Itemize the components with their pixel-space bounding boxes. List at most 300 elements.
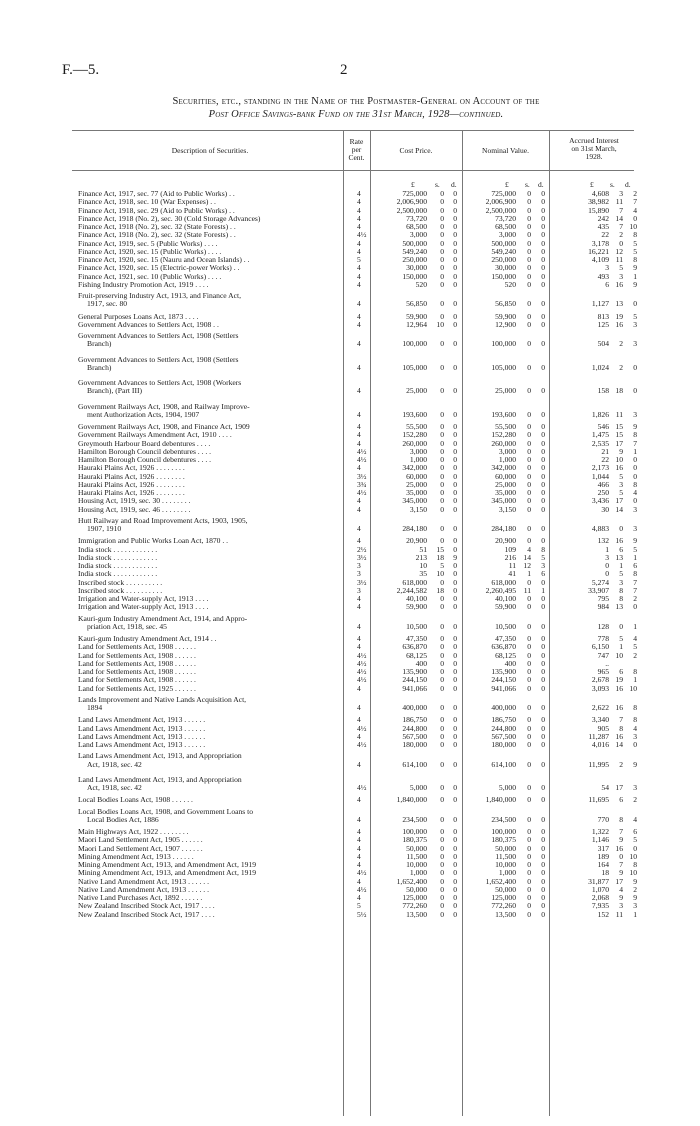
interest-pounds: 31,877 — [588, 876, 609, 886]
cost-shillings: 0 — [440, 205, 444, 215]
cost-pounds: 12,964 — [406, 319, 427, 329]
nominal-pence: 0 — [541, 893, 545, 902]
description-text: Land for Settlements Act, 1908 . . . . . . — [78, 659, 196, 668]
cost-pence: 0 — [453, 299, 457, 309]
description-text: Land for Settlements Act, 1908 . . . . . . — [78, 651, 196, 660]
cost-pounds: 2,500,000 — [396, 205, 427, 215]
interest-pounds: 3,436 — [591, 496, 609, 506]
security-description — [78, 796, 344, 804]
nominal-pounds: 11,500 — [495, 851, 516, 861]
cost-shillings: 0 — [440, 621, 444, 631]
cost-pence: 0 — [453, 577, 457, 587]
page-left-header: F.—5. — [62, 62, 100, 78]
cost-pence: 0 — [453, 471, 457, 481]
cost-pounds: 35,000 — [406, 488, 427, 497]
interest-pence: 2 — [633, 594, 637, 603]
interest-pounds: 3 — [605, 552, 609, 562]
rate-per-cent: 3 — [357, 585, 361, 595]
rate-per-cent: 4 — [357, 271, 361, 281]
cost-shillings: 0 — [440, 851, 444, 861]
rate-per-cent: 4 — [357, 339, 361, 349]
nominal-pounds: 60,000 — [495, 471, 516, 481]
nominal-shillings: 0 — [527, 795, 531, 805]
description-text: New Zealand Inscribed Stock Act, 1917 . . . . — [78, 910, 215, 919]
interest-shillings: 16 — [615, 683, 623, 693]
interest-pounds: 813 — [597, 311, 609, 321]
nominal-shillings: 0 — [527, 230, 531, 240]
interest-pence: 1 — [633, 909, 637, 919]
interest-pence: 0 — [633, 455, 637, 464]
cost-pounds: 244,150 — [402, 675, 427, 685]
rate-per-cent: 4 — [357, 703, 361, 712]
nominal-pence: 0 — [541, 783, 545, 792]
interest-pounds: 984 — [597, 602, 609, 612]
security-description — [78, 902, 344, 910]
interest-pounds: 6 — [605, 279, 609, 289]
interest-shillings: 17 — [615, 783, 623, 792]
interest-pence: 7 — [633, 438, 637, 448]
nominal-pence: 0 — [541, 430, 545, 440]
nominal-shillings: 0 — [527, 455, 531, 464]
interest-pounds: 11,995 — [588, 759, 609, 769]
security-description — [78, 752, 344, 769]
cost-shillings: 0 — [440, 667, 444, 676]
nominal-pounds: 244,800 — [491, 723, 516, 733]
description-text: Finance Act, 1921, sec. 10 (Public Works) . . . . — [78, 272, 222, 281]
nominal-shillings: 0 — [527, 715, 531, 725]
security-description — [78, 716, 344, 724]
nominal-shillings: 0 — [527, 238, 531, 248]
interest-pounds: 546 — [597, 422, 609, 431]
nominal-pence: 0 — [541, 759, 545, 769]
rate-per-cent: 4 — [357, 213, 361, 223]
nominal-pounds: 100,000 — [491, 827, 516, 836]
nominal-shillings: 0 — [527, 246, 531, 256]
description-continuation: Act, 1918, sec. 42 — [87, 783, 142, 792]
interest-shillings: 18 — [615, 386, 623, 396]
interest-pounds: 4,608 — [591, 189, 609, 198]
cost-pence: 0 — [453, 362, 457, 372]
description-text: Finance Act, 1918 (No. 2), sec. 32 (State Forests) . . — [78, 223, 236, 231]
interest-pounds: 18 — [601, 868, 609, 878]
nominal-pence: 0 — [541, 271, 545, 281]
interest-pounds: 493 — [597, 271, 609, 281]
interest-pence: 2 — [633, 189, 637, 198]
description-text: Native Land Amendment Act, 1913 . . . . . . — [78, 877, 209, 886]
cost-pence: 0 — [453, 496, 457, 506]
interest-pounds: 1,322 — [591, 827, 609, 836]
nominal-pence: 0 — [541, 524, 545, 533]
nominal-pence: 0 — [541, 222, 545, 231]
security-description — [78, 635, 344, 643]
interest-pounds: 466 — [597, 479, 609, 489]
interest-shillings: 1 — [619, 561, 623, 570]
cost-shillings: 0 — [440, 536, 444, 546]
nominal-pounds: 73,720 — [495, 213, 516, 223]
nominal-pounds: 549,240 — [491, 246, 516, 256]
nominal-shillings: 0 — [527, 197, 531, 207]
interest-pence: 5 — [633, 544, 637, 554]
interest-shillings: 6 — [619, 667, 623, 676]
rate-per-cent: 4 — [357, 299, 361, 309]
nominal-shillings: 0 — [527, 759, 531, 769]
cost-shillings: 0 — [440, 901, 444, 911]
interest-pounds: 1,024 — [591, 362, 609, 372]
interest-pounds: 152 — [597, 909, 609, 919]
cost-pence: 0 — [453, 901, 457, 911]
nominal-pounds: 234,500 — [491, 814, 516, 824]
description-continuation: Branch) — [87, 339, 112, 349]
nominal-pence: 0 — [541, 409, 545, 419]
description-text: Mining Amendment Act, 1913 . . . . . . — [78, 852, 194, 861]
nominal-pence: 3 — [541, 561, 545, 570]
interest-shillings: 16 — [615, 463, 623, 473]
interest-pounds: 1,070 — [591, 884, 609, 894]
interest-shillings: 3 — [619, 189, 623, 198]
rate-per-cent: 4 — [357, 814, 361, 824]
cost-pence: 0 — [453, 715, 457, 725]
description-text: Greymouth Harbour Board debentures . . . . — [78, 439, 211, 448]
description-text: Government Advances to Settlers Act, 1908 . . — [78, 320, 219, 329]
interest-pence: 3 — [633, 731, 637, 741]
interest-pounds: 38,982 — [588, 197, 609, 207]
nominal-shillings: 0 — [527, 650, 531, 660]
cost-pounds: 105,000 — [402, 362, 427, 372]
cost-shillings: 0 — [440, 634, 444, 643]
nominal-shillings: 4 — [527, 544, 531, 554]
cost-pounds: 772,260 — [402, 901, 427, 911]
interest-shillings: 2 — [619, 759, 623, 769]
interest-shillings: 3 — [619, 577, 623, 587]
nominal-pence: 0 — [541, 362, 545, 372]
interest-pence: 9 — [633, 759, 637, 769]
cost-shillings: 0 — [440, 238, 444, 248]
interest-shillings: 4 — [619, 884, 623, 894]
cost-pence: 0 — [453, 279, 457, 289]
cost-shillings: 0 — [440, 422, 444, 431]
security-description — [78, 595, 344, 603]
rate-per-cent: 3½ — [357, 577, 367, 587]
cost-pounds: 68,125 — [406, 650, 427, 660]
rate-per-cent: 4 — [357, 835, 361, 845]
nominal-pence: 0 — [541, 339, 545, 349]
description-text: Irrigation and Water-supply Act, 1913 . . . . — [78, 595, 209, 603]
rate-per-cent: 3½ — [357, 471, 367, 481]
nominal-pounds: 5,000 — [498, 783, 516, 792]
rate-per-cent: 4 — [357, 238, 361, 248]
rate-per-cent: 4 — [357, 843, 361, 853]
cost-shillings: 0 — [440, 222, 444, 231]
nominal-pounds: 216 — [504, 552, 516, 562]
rate-per-cent: 4 — [357, 602, 361, 612]
rate-per-cent: 4½ — [357, 675, 367, 685]
cost-pounds: 73,720 — [406, 213, 427, 223]
rate-per-cent: 4½ — [357, 884, 367, 894]
interest-shillings: 17 — [615, 496, 623, 506]
nominal-pounds: 567,500 — [491, 731, 516, 741]
interest-pounds: 125 — [597, 319, 609, 329]
unit-pence: d. — [625, 180, 631, 189]
nominal-pounds: 59,900 — [495, 311, 516, 321]
rate-per-cent: 4 — [357, 524, 361, 533]
interest-shillings: 12 — [615, 246, 623, 256]
security-description — [78, 273, 344, 281]
description-text: Hauraki Plains Act, 1926 . . . . . . . . — [78, 480, 185, 489]
interest-shillings: 7 — [619, 860, 623, 869]
nominal-shillings: 0 — [527, 893, 531, 902]
interest-shillings: 5 — [619, 569, 623, 579]
cost-pounds: 50,000 — [406, 884, 427, 894]
description-text: Local Bodies Loans Act, 1908, and Government Loans to — [78, 807, 254, 816]
cost-pounds: 1,840,000 — [396, 795, 427, 805]
interest-pence: 3 — [633, 901, 637, 911]
security-description — [78, 423, 344, 431]
description-text: Government Railways Act, 1908, and Finance Act, 1909 — [78, 423, 250, 431]
cost-shillings: 0 — [440, 197, 444, 207]
nominal-shillings: 0 — [527, 386, 531, 396]
cost-shillings: 0 — [440, 650, 444, 660]
interest-pence: 10 — [629, 851, 637, 861]
rate-per-cent: 4 — [357, 463, 361, 473]
cost-pounds: 567,500 — [402, 731, 427, 741]
nominal-shillings: 0 — [527, 524, 531, 533]
interest-pence: 1 — [633, 271, 637, 281]
cost-pence: 0 — [453, 561, 457, 570]
nominal-pounds: 1,840,000 — [485, 795, 516, 805]
nominal-pounds: 244,150 — [491, 675, 516, 685]
nominal-shillings: 0 — [527, 851, 531, 861]
nominal-pence: 0 — [541, 650, 545, 660]
cost-pence: 0 — [453, 740, 457, 749]
nominal-pence: 0 — [541, 667, 545, 676]
description-text: Land Laws Amendment Act, 1913 . . . . . . — [78, 724, 206, 733]
cost-pence: 0 — [453, 213, 457, 223]
cost-pence: 0 — [453, 723, 457, 733]
security-description — [78, 497, 344, 505]
description-text: Government Railways Amendment Act, 1910 . . . . — [78, 431, 232, 440]
nominal-pounds: 13,500 — [495, 909, 516, 919]
security-description — [78, 554, 344, 562]
interest-pence: 0 — [633, 386, 637, 396]
cost-pence: 0 — [453, 463, 457, 473]
unit-shillings: s. — [610, 180, 615, 189]
nominal-shillings: 0 — [527, 783, 531, 792]
cost-pounds: 152,280 — [402, 430, 427, 440]
nominal-pounds: 636,870 — [491, 642, 516, 652]
interest-pence: 3 — [633, 319, 637, 329]
nominal-shillings: 0 — [527, 536, 531, 546]
rate-per-cent: 4 — [357, 731, 361, 741]
nominal-pounds: 725,000 — [491, 189, 516, 198]
cost-pounds: 1,000 — [409, 868, 427, 878]
interest-shillings: 13 — [615, 552, 623, 562]
rate-per-cent: 4½ — [357, 658, 367, 668]
rate-per-cent: 4 — [357, 263, 361, 273]
nominal-shillings: 0 — [527, 876, 531, 886]
interest-pence: 9 — [633, 422, 637, 431]
interest-pounds: 1 — [605, 544, 609, 554]
description-text: Finance Act, 1919, sec. 5 (Public Works) . . . . — [78, 239, 218, 248]
cost-pounds: 10,500 — [406, 621, 427, 631]
interest-pence: 1 — [633, 446, 637, 456]
cost-pounds: 3,150 — [409, 504, 427, 514]
cost-pence: 0 — [453, 205, 457, 215]
nominal-pence: 0 — [541, 205, 545, 215]
interest-shillings: 7 — [619, 827, 623, 836]
interest-shillings: 17 — [615, 438, 623, 448]
description-text: Government Advances to Settlers Act, 1908 (Workers — [78, 379, 242, 387]
interest-pence: 0 — [633, 213, 637, 223]
cost-pence: 0 — [453, 536, 457, 546]
cost-pounds: 150,000 — [402, 271, 427, 281]
nominal-pounds: 40,100 — [495, 594, 516, 603]
cost-pence: 0 — [453, 409, 457, 419]
nominal-shillings: 0 — [527, 827, 531, 836]
rate-per-cent: 4½ — [357, 230, 367, 240]
cost-pence: 0 — [453, 642, 457, 652]
description-continuation: Act, 1918, sec. 42 — [87, 759, 142, 769]
nominal-pence: 0 — [541, 868, 545, 878]
description-text: Maori Land Settlement Act, 1905 . . . . . . — [78, 836, 203, 845]
nominal-shillings: 0 — [527, 594, 531, 603]
security-description — [78, 440, 344, 448]
cost-pence: 0 — [453, 263, 457, 273]
rate-per-cent: 4½ — [357, 455, 367, 464]
cost-pence: 0 — [453, 860, 457, 869]
description-text: General Purposes Loans Act, 1873 . . . . — [78, 312, 199, 321]
nominal-pence: 0 — [541, 602, 545, 612]
cost-pence: 0 — [453, 827, 457, 836]
security-description — [78, 741, 344, 749]
security-description — [78, 431, 344, 439]
cost-shillings: 0 — [440, 731, 444, 741]
nominal-pounds: 941,066 — [491, 683, 516, 693]
nominal-pounds: 135,900 — [491, 667, 516, 676]
nominal-pounds: 109 — [504, 544, 516, 554]
nominal-shillings: 0 — [527, 299, 531, 309]
unit-pence: d. — [451, 180, 457, 189]
cost-shillings: 18 — [436, 585, 444, 595]
security-description — [78, 256, 344, 264]
cost-pounds: 636,870 — [402, 642, 427, 652]
security-description — [78, 886, 344, 894]
interest-pence: 8 — [633, 860, 637, 869]
interest-pence: 7 — [633, 197, 637, 207]
cost-pence: 0 — [453, 634, 457, 643]
description-continuation: Branch) — [87, 362, 112, 372]
interest-pounds: 189 — [597, 851, 609, 861]
security-description — [78, 281, 344, 289]
interest-pounds: 3,093 — [591, 683, 609, 693]
cost-shillings: 0 — [440, 814, 444, 824]
interest-shillings: 8 — [619, 723, 623, 733]
cost-pence: 0 — [453, 585, 457, 595]
security-description — [78, 264, 344, 272]
nominal-pence: 8 — [541, 544, 545, 554]
description-text: India stock . . . . . . . . . . . . — [78, 570, 158, 579]
nominal-pence: 0 — [541, 715, 545, 725]
interest-shillings: 7 — [619, 222, 623, 231]
cost-pounds: 125,000 — [402, 893, 427, 902]
cost-pence: 0 — [453, 683, 457, 693]
cost-shillings: 0 — [440, 504, 444, 514]
cost-pounds: 55,500 — [406, 422, 427, 431]
nominal-pounds: 20,900 — [495, 536, 516, 546]
interest-pounds: 2,173 — [591, 463, 609, 473]
description-text: Land Laws Amendment Act, 1913, and Appropriation — [78, 775, 242, 784]
interest-pence: 9 — [633, 876, 637, 886]
interest-shillings: 9 — [619, 868, 623, 878]
cost-pounds: 549,240 — [402, 246, 427, 256]
description-text: Lands Improvement and Native Lands Acquisition Act, — [78, 695, 247, 704]
description-text: Native Land Amendment Act, 1913 . . . . . . — [78, 885, 209, 894]
interest-pence: 9 — [633, 536, 637, 546]
security-description — [78, 546, 344, 554]
interest-pounds: 770 — [597, 814, 609, 824]
rate-per-cent: 4½ — [357, 667, 367, 676]
cost-pounds: 1,652,400 — [396, 876, 427, 886]
description-text: Land for Settlements Act, 1925 . . . . . . — [78, 684, 196, 693]
nominal-pounds: 10,000 — [495, 860, 516, 869]
interest-pounds: 21 — [601, 446, 609, 456]
nominal-pence: 0 — [541, 594, 545, 603]
interest-pence: 9 — [633, 263, 637, 273]
rate-per-cent: 4 — [357, 715, 361, 725]
nominal-shillings: 0 — [527, 222, 531, 231]
interest-pence: 10 — [629, 683, 637, 693]
cost-pence: 0 — [453, 479, 457, 489]
nominal-shillings: 0 — [527, 255, 531, 264]
security-description — [78, 231, 344, 239]
description-text: Hauraki Plains Act, 1926 . . . . . . . . — [78, 464, 185, 473]
interest-pounds: 15,890 — [588, 205, 609, 215]
interest-pence: 10 — [629, 868, 637, 878]
rate-per-cent: 4 — [357, 893, 361, 902]
interest-pounds: 54 — [601, 783, 609, 792]
cost-shillings: 0 — [440, 488, 444, 497]
nominal-pence: 0 — [541, 884, 545, 894]
security-description — [78, 190, 344, 198]
nominal-pence: 0 — [541, 471, 545, 481]
interest-pounds: 795 — [597, 594, 609, 603]
nominal-shillings: 0 — [527, 479, 531, 489]
security-description — [78, 668, 344, 676]
security-description — [78, 473, 344, 481]
interest-shillings: 5 — [619, 488, 623, 497]
security-description — [78, 313, 344, 321]
interest-shillings: 3 — [619, 271, 623, 281]
nominal-pence: 0 — [541, 851, 545, 861]
interest-pence: 2 — [633, 884, 637, 894]
cost-pence: 0 — [453, 658, 457, 668]
cost-pence: 0 — [453, 703, 457, 712]
nominal-pence: 0 — [541, 422, 545, 431]
interest-shillings: 11 — [615, 255, 623, 264]
cost-pence: 0 — [453, 814, 457, 824]
security-description — [78, 869, 344, 877]
cost-pounds: 250,000 — [402, 255, 427, 264]
page-number: 2 — [340, 62, 348, 78]
cost-pounds: 25,000 — [406, 386, 427, 396]
description-text: Kauri-gum Industry Amendment Act, 1914 . . — [78, 635, 217, 643]
description-continuation: ment Authorization Acts, 1904, 1907 — [87, 409, 200, 419]
interest-shillings: 19 — [615, 311, 623, 321]
interest-pence: 6 — [633, 827, 637, 836]
nominal-pence: 0 — [541, 311, 545, 321]
nominal-shillings: 0 — [527, 683, 531, 693]
rate-per-cent: 4 — [357, 319, 361, 329]
rate-per-cent: 4½ — [357, 868, 367, 878]
